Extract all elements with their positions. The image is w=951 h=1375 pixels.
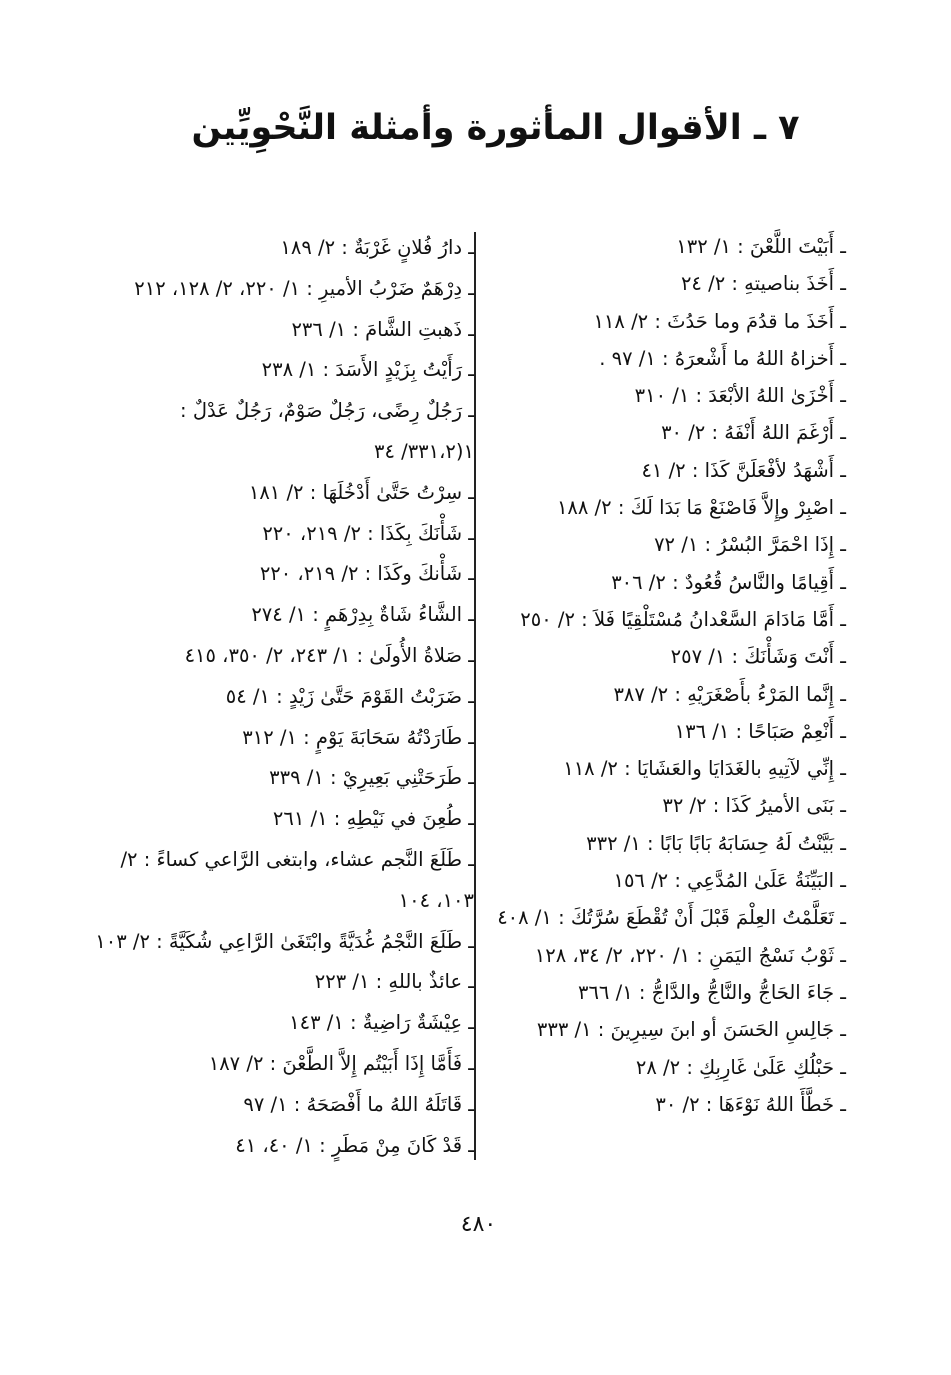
list-item: ـ طَلَعَ النَّجْمُ غُدَيَّةً وابْتَغَىٰ الرَّاعِي شُكَيَّةً : ٢/ ١٠٣: [95, 929, 474, 953]
list-item: ـ أَشْهَدُ لأفْعَلَنَّ كَذَا : ٢/ ٤١: [641, 458, 846, 482]
list-item: ـ سِرْتُ حَتَّىٰ أَدْخُلَهَا : ٢/ ١٨١: [248, 480, 474, 504]
list-item: ـ قَاتَلَهُ اللهُ ما أَفْصَحَهُ : ١/ ٩٧: [243, 1092, 474, 1116]
list-item: ـ طَرَحَتْنِي بَعِيرِيْ : ١/ ٣٣٩: [269, 766, 474, 790]
list-item: ـ إِنِّي لآتِيهِ بالغَدَايَا والعَشَايَا : ٢/ ١١٨: [563, 757, 846, 781]
list-item: ـ شَأْنَكَ بِكَذَا : ٢/ ٢١٩، ٢٢٠: [262, 521, 474, 545]
list-item: ـ عائذٌ باللهِ : ١/ ٢٢٣: [314, 970, 474, 994]
list-item: ـ قَدْ كَانَ مِنْ مَطَرٍ : ١/ ٤٠، ٤١: [235, 1133, 474, 1157]
list-item: ـ بَنَى الأميرُ كَذَا : ٢/ ٣٢: [662, 794, 846, 818]
page-number: ٤٨٠: [460, 1212, 497, 1237]
list-item: ـ أَمَّا مَادَامَ السَّعْدانُ مُسْتَلْقِيًا فَلاَ : ٢/ ٢٥٠: [520, 607, 846, 631]
list-item: ـ دارُ فُلانٍ غَرْبَةٌ : ٢/ ١٨٩: [280, 236, 474, 259]
list-item: ـ البَيِّنَةُ عَلَىٰ المُدَّعِي : ٢/ ١٥٦: [613, 869, 846, 893]
list-item: ـ ذَهبتِ الشَّامَ : ١/ ٢٣٦: [291, 317, 474, 341]
list-item: ـ تَعَلَّمْتُ العِلْمَ قَبْلَ أَنْ تُقْطَعَ سُرَّتُكَ : ١/ ٤٠٨: [497, 906, 846, 930]
right-column: [486, 228, 846, 1123]
column-divider: [474, 232, 476, 1160]
list-item: ـ رَأَيْتُ بِزَيْدٍ الأَسَدَ : ١/ ٢٣٨: [261, 358, 474, 382]
list-item: ـ فَأَمَّا إِذَا أَبَيْتُم إِلاَّ الطَّعْنَ : ٢/ ١٨٧: [208, 1051, 474, 1075]
list-item: ـ صَلاةُ الأُولَىٰ : ١/ ٢٤٣، ٢/ ٣٥٠، ٤١٥: [184, 643, 474, 667]
list-item: ـ أَبَيْتَ اللَّعْنَ : ١/ ١٣٢: [676, 235, 846, 258]
list-item: ـ أَخَذَ بناصيتهِ : ٢/ ٢٤: [680, 272, 846, 296]
list-item: ـ حَبْلُكِ عَلَىٰ غَارِبِكِ : ٢/ ٢٨: [635, 1055, 846, 1079]
list-item: ـ أَنْتَ وَشَأْنَكَ : ١/ ٢٥٧: [670, 645, 846, 669]
page-title: ٧ ـ الأقوال المأثورة وأمثلة النَّحْوِيِّين: [191, 108, 800, 148]
list-item: ـ إِذَا احْمَرَّ البُسْرُ : ١/ ٧٢: [654, 533, 846, 557]
list-item: ـ أَخزاهُ اللهُ ما أَشْعرَهُ : ١/ ٩٧ .: [599, 346, 846, 370]
left-column: [95, 228, 474, 1166]
list-item: ـ دِرْهَمٌ ضَرْبُ الأميرِ : ١/ ٢٢٠، ٢/ ١٢٨، ٢١٢: [134, 276, 474, 300]
list-item: ـ خَطَّأَ اللهُ نَوْءَهَا : ٢/ ٣٠: [655, 1092, 846, 1116]
list-item: ـ طُعِنَ في نَيْطِهِ : ١/ ٢٦١: [272, 807, 474, 831]
list-item: ـ بَيَّنْتُ لَهُ حِسَابَهُ بَابًا بَابًا : ١/ ٣٣٢: [586, 831, 846, 855]
list-item: ـ إِنَّما المَرْءُ بأَصْغَرَيْهِ : ٢/ ٣٨٧: [613, 682, 846, 706]
list-item: ـ شَأْنكَ وكَذَا : ٢/ ٢١٩، ٢٢٠: [259, 562, 474, 586]
list-item: ـ رَجُلٌ رِضًى، رَجُلٌ صَوْمٌ، رَجُلٌ عَدْلٌ : ١(٣٣١،٢/ ٣٤: [180, 399, 474, 463]
list-item: ـ طَارَدْتُهُ سَحَابَةَ يَوْمٍ : ١/ ٣١٢: [242, 725, 474, 749]
list-item: ـ عِيْشَةٌ رَاضِيةٌ : ١/ ١٤٣: [289, 1011, 474, 1035]
list-item: ـ ثَوْبُ نَسْجُ اليَمَنِ : ١/ ٢٢٠، ٢/ ٣٤، ١٢٨: [534, 943, 846, 967]
list-item: ـ أَخْزَىٰ اللهُ الأبْعَدَ : ١/ ٣١٠: [634, 384, 846, 408]
list-item: ـ جَالِسِ الحَسَنَ أو ابنَ سِيرِينَ : ١/ ٣٣٣: [536, 1018, 846, 1042]
list-item: ـ اصْبِرْ وإِلاَّ فَاصْنَعْ مَا بَدَا لَكَ : ٢/ ١٨٨: [556, 496, 846, 520]
list-item: ـ طَلَعَ النَّجم عشاء، وابتغى الرَّاعي كساءً : ٢/ ١٠٣، ١٠٤: [120, 847, 474, 912]
list-item: ـ الشَّاءُ شَاةٌ بِدِرْهَمٍ : ١/ ٢٧٤: [251, 603, 474, 627]
list-item: ـ أَخَذَ ما قدُمَ وما حَدُثَ : ٢/ ١١٨: [593, 309, 846, 333]
list-item: ـ أَنْعِمْ صَبَاحًا : ١/ ١٣٦: [674, 719, 846, 743]
list-item: ـ أَرْغَمَ اللهُ أَنْفَهُ : ٢/ ٣٠: [661, 421, 846, 445]
list-item: ـ جَاءَ الحَاجُّ والنَّاجُّ والدَّاجُّ : ١/ ٣٦٦: [577, 980, 846, 1004]
list-item: ـ ضَرَبْتُ القَوْمَ حَتَّىٰ زَيْدٍ : ١/ ٥٤: [225, 684, 474, 708]
list-item: ـ أَقِيامًا والنَّاسُ قُعُودٌ : ٢/ ٣٠٦: [611, 570, 846, 594]
